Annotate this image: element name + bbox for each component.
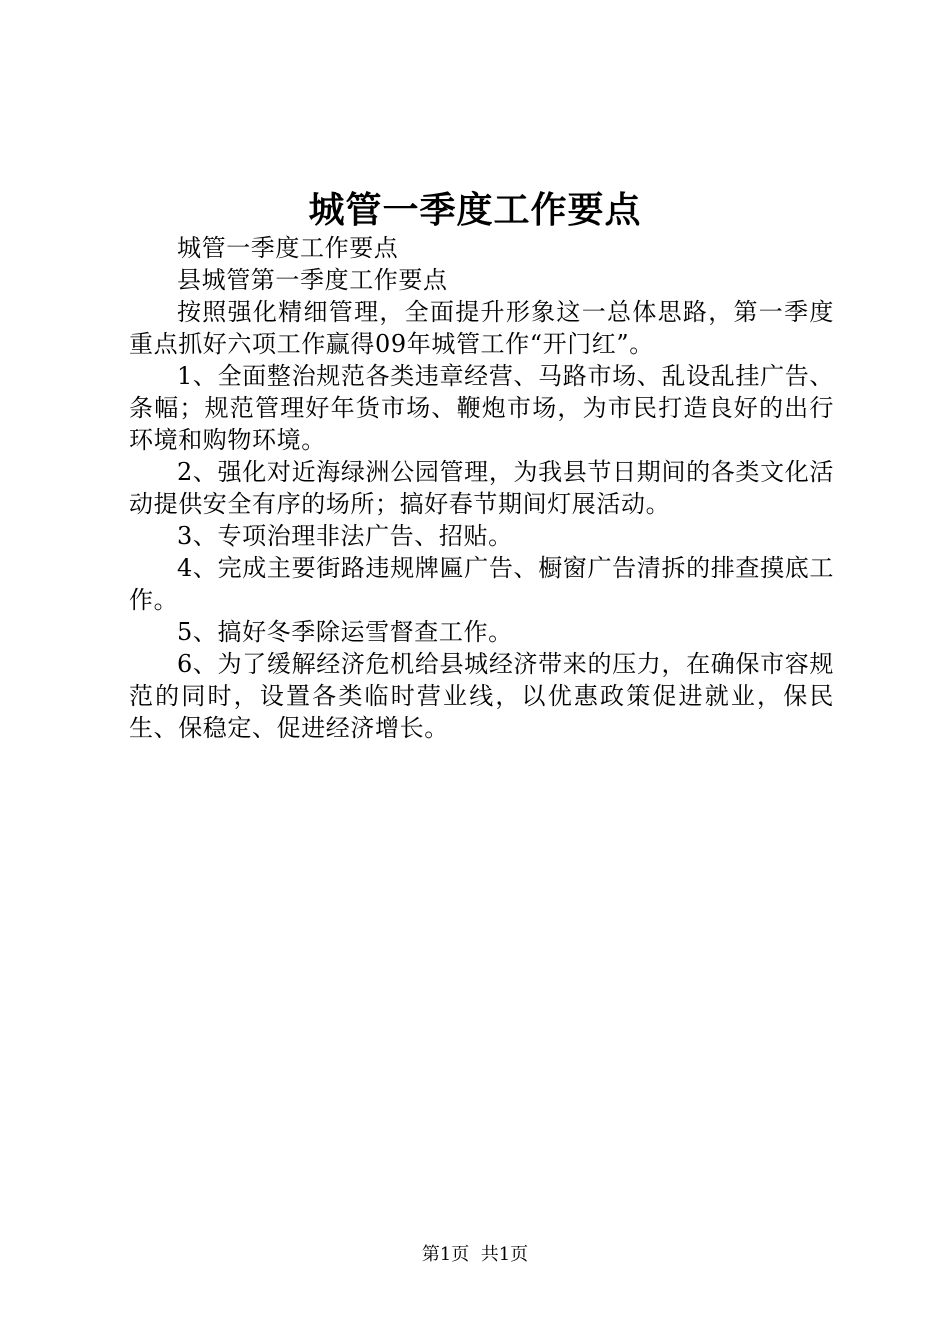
paragraph-item-4: 4、完成主要街路违规牌匾广告、橱窗广告清拆的排查摸底工作。 xyxy=(129,554,834,614)
paragraph-intro: 按照强化精细管理，全面提升形象这一总体思路，第一季度重点抓好六项工作赢得09年城管工作“开门红”。 xyxy=(129,298,834,358)
page-total: 共1页 xyxy=(480,1244,529,1265)
footer-separator xyxy=(469,1244,480,1265)
paragraph-item-3: 3、专项治理非法广告、招贴。 xyxy=(177,522,513,550)
document-title: 城管一季度工作要点 xyxy=(308,189,642,231)
page-number: 第1页 xyxy=(421,1244,470,1265)
paragraph-item-5: 5、搞好冬季除运雪督查工作。 xyxy=(177,618,513,646)
page-footer xyxy=(0,1243,950,1267)
paragraph-heading-repeat: 城管一季度工作要点 xyxy=(177,234,399,262)
paragraph-item-1: 1、全面整治规范各类违章经营、马路市场、乱设乱挂广告、条幅；规范管理好年货市场、鞭炮市场，为市民打造良好的出行环境和购物环境。 xyxy=(129,362,834,454)
paragraph-item-2: 2、强化对近海绿洲公园管理，为我县节日期间的各类文化活动提供安全有序的场所；搞好春节期间灯展活动。 xyxy=(129,458,834,518)
document-body xyxy=(129,232,834,744)
paragraph-item-6: 6、为了缓解经济危机给县城经济带来的压力，在确保市容规范的同时，设置各类临时营业线，以优惠政策促进就业，保民生、保稳定、促进经济增长。 xyxy=(129,650,834,742)
paragraph-subtitle: 县城管第一季度工作要点 xyxy=(177,266,448,294)
